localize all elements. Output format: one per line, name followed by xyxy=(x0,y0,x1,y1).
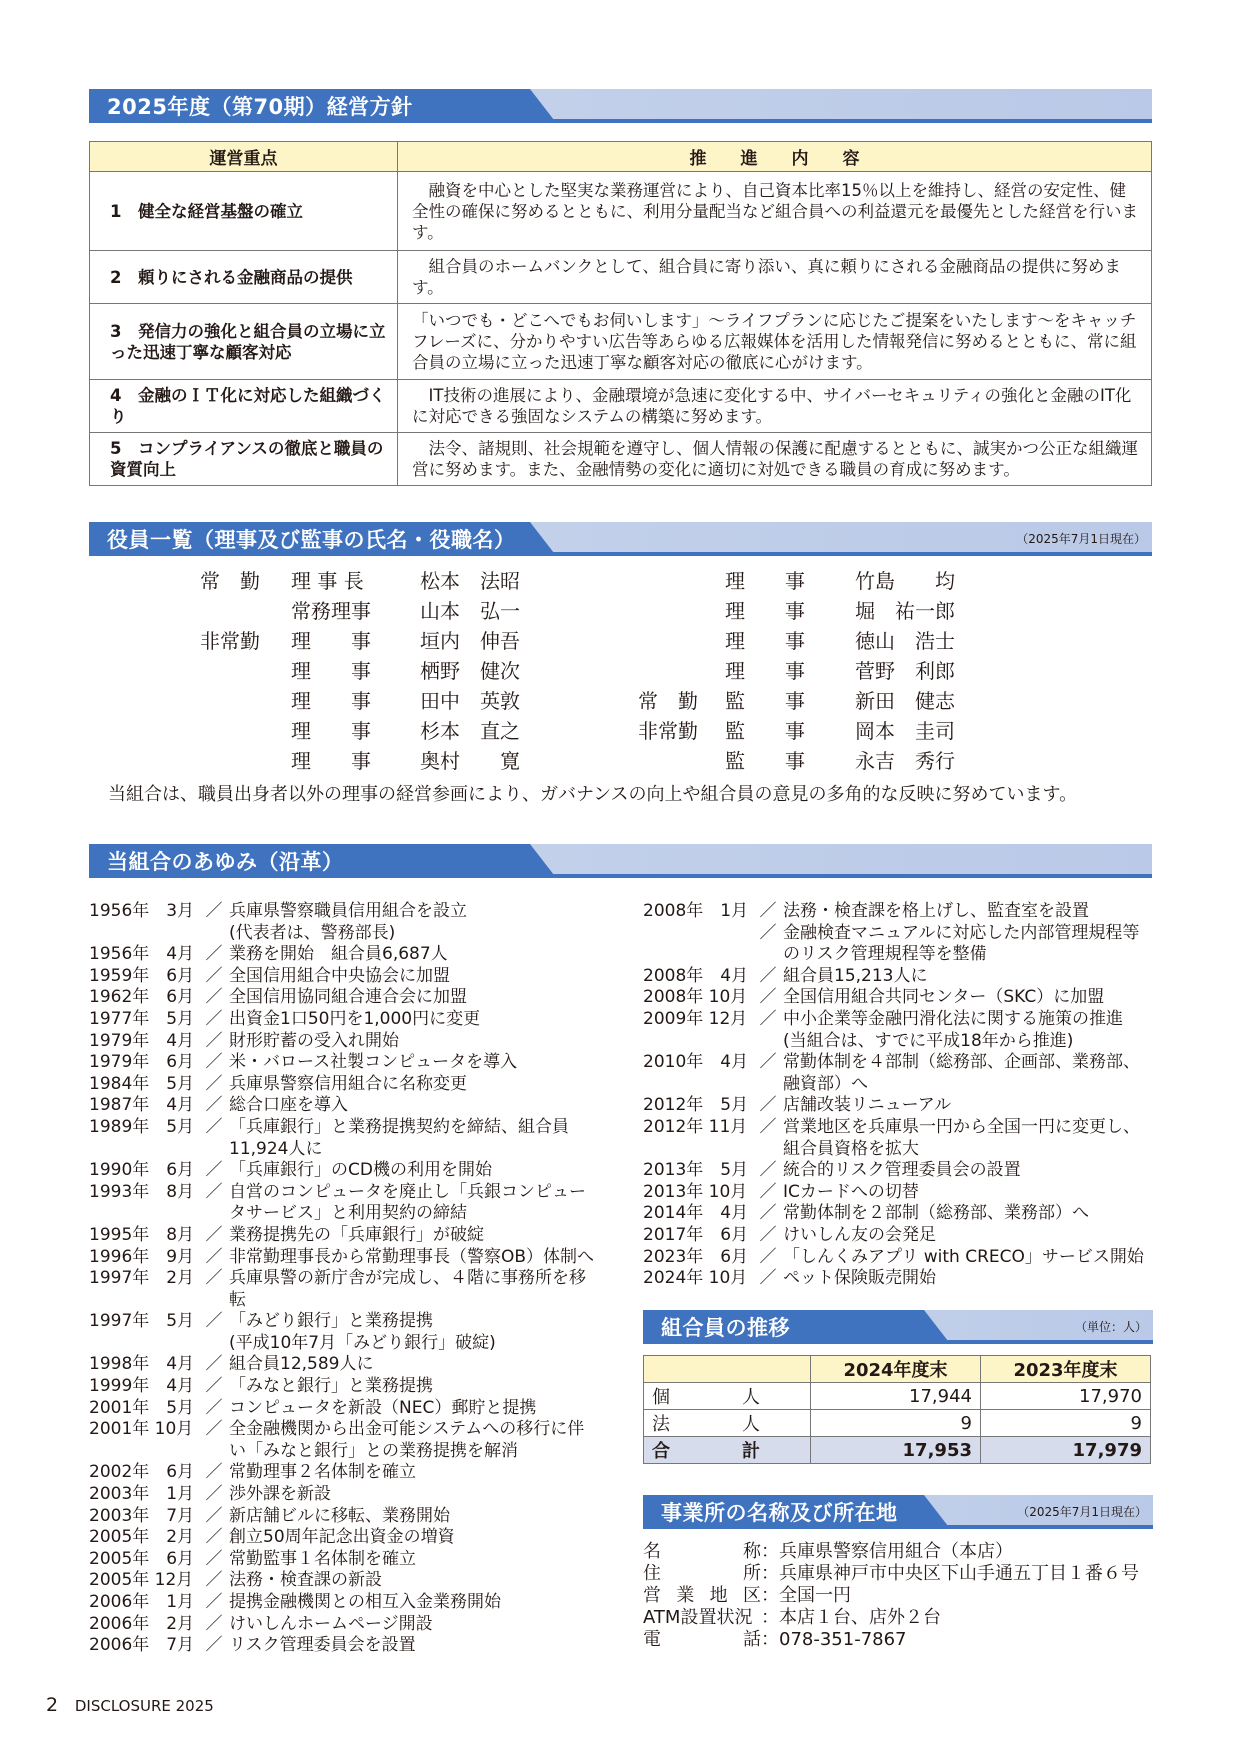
history-item: 2008年 4月 ／ 組合員15,213人に xyxy=(643,965,928,986)
history-item: 1977年 5月 ／ 出資金1口50円を1,000円に変更 xyxy=(89,1008,481,1029)
history-item: 2010年 4月 ／ 常勤体制を４部制（総務部、企画部、業務部、融資部）へ xyxy=(643,1052,1140,1094)
history-item: 1996年 9月 ／ 非常勤理事長から常勤理事長（警察OB）体制へ xyxy=(89,1246,595,1267)
policy-table xyxy=(89,141,1152,486)
officer-role: 理 事 長 xyxy=(291,569,364,593)
officer-name: 岡本 圭司 xyxy=(855,719,955,743)
officers-as-of: （2025年7月1日現在） xyxy=(1016,532,1146,546)
members-value: 9 xyxy=(811,1410,981,1437)
officer-role: 監 事 xyxy=(725,719,805,743)
table-row xyxy=(644,1410,1151,1437)
policy-value: 組合員のホームバンクとして、組合員に寄り添い、真に頼りにされる金融商品の提供に努めます。 xyxy=(398,251,1152,304)
officer-role: 理 事 xyxy=(291,659,371,683)
history-item: 1990年 6月 ／ 「兵庫銀行」のCD機の利用を開始 xyxy=(89,1160,492,1181)
history-item: 2008年 1月 ／ 法務・検査課を格上げし、監査室を設置 xyxy=(643,901,1089,921)
office-value: 兵庫県神戸市中央区下山手通五丁目１番６号 xyxy=(779,1563,1139,1584)
office-row: ATM設置状況 ： 本店１台、店外２台 xyxy=(643,1607,941,1628)
members-section-header xyxy=(643,1310,1153,1344)
members-col-2024: 2024年度末 xyxy=(811,1356,981,1383)
history-item: 2008年 10月 ／ 全国信用組合共同センター（SKC）に加盟 xyxy=(643,987,1105,1008)
history-item: 1997年 2月 ／ 兵庫県警の新庁舎が完成し、４階に事務所を移転 xyxy=(89,1268,586,1310)
members-col-blank xyxy=(644,1356,811,1383)
officer-role: 理 事 xyxy=(725,629,805,653)
officer-role: 理 事 xyxy=(725,659,805,683)
history-item: 2006年 7月 ／ リスク管理委員会を設置 xyxy=(89,1635,416,1656)
history-section-header xyxy=(89,844,1152,878)
officer-cat: 非常勤 xyxy=(638,719,698,743)
history-item: 2006年 1月 ／ 提携金融機関との相互入金業務開始 xyxy=(89,1592,501,1612)
officer-role: 理 事 xyxy=(725,569,805,593)
members-value: 9 xyxy=(981,1410,1151,1437)
officer-role: 理 事 xyxy=(291,719,371,743)
history-item: 2003年 7月 ／ 新店舗ビルに移転、業務開始 xyxy=(89,1505,450,1526)
members-total-row xyxy=(644,1437,1151,1464)
officer-name: 永吉 秀行 xyxy=(855,749,955,773)
history-item: 1959年 6月 ／ 全国信用組合中央協会に加盟 xyxy=(89,965,450,986)
officer-name: 堀 祐一郎 xyxy=(855,599,955,623)
office-row: 名 称 ： 兵庫県警察信用組合（本店） xyxy=(643,1541,1013,1562)
office-info xyxy=(643,1541,1139,1651)
history-item: 1956年 3月 ／ 兵庫県警察職員信用組合を設立 xyxy=(89,901,467,921)
members-row-label: 法 人 xyxy=(644,1410,811,1437)
history-item: 2005年 2月 ／ 創立50周年記念出資金の増資 xyxy=(89,1527,455,1548)
officer-name: 松本 法昭 xyxy=(420,569,520,593)
members-col-2023: 2023年度末 xyxy=(981,1356,1151,1383)
page-footer xyxy=(46,1694,214,1716)
officers-section-header xyxy=(89,522,1152,556)
officer-name: 竹島 均 xyxy=(855,569,955,593)
history-item: 2002年 6月 ／ 常勤理事２名体制を確立 xyxy=(89,1462,416,1483)
office-value: 全国一円 xyxy=(779,1585,851,1606)
office-label: 電 話 xyxy=(643,1629,761,1650)
history-item: ／ 金融検査マニュアルに対応した内部管理規程等のリスク管理規程等を整備 xyxy=(759,922,1140,965)
officer-cat: 常 勤 xyxy=(200,569,260,593)
history-right-list xyxy=(643,901,1153,1290)
officer-role: 理 事 xyxy=(725,599,805,623)
policy-value: 融資を中心とした堅実な業務運営により、自己資本比率15％以上を維持し、経営の安定性、健全性の確保に努めるとともに、利用分量配当など組合員への利益還元を最優先とした経営を行います。 xyxy=(398,172,1152,251)
history-item: 2012年 5月 ／ 店舗改装リニューアル xyxy=(643,1095,952,1116)
policy-key: 1 健全な経営基盤の確立 xyxy=(90,172,398,251)
policy-key: 5 コンプライアンスの徹底と職員の資質向上 xyxy=(90,433,398,486)
history-item: 2005年 12月 ／ 法務・検査課の新設 xyxy=(89,1570,382,1591)
history-item: 2024年 10月 ／ ペット保険販売開始 xyxy=(643,1268,936,1289)
officer-role: 理 事 xyxy=(291,689,371,713)
policy-key: 2 頼りにされる金融商品の提供 xyxy=(90,251,398,304)
members-row-label: 個 人 xyxy=(644,1383,811,1410)
office-label: ATM設置状況 xyxy=(643,1607,753,1628)
officer-role: 監 事 xyxy=(725,689,805,713)
officer-role: 理 事 xyxy=(291,629,371,653)
history-item: (当組合は、すでに平成18年から推進) xyxy=(783,1030,1074,1051)
officer-cat: 非常勤 xyxy=(200,629,260,653)
officer-role: 常務理事 xyxy=(291,599,371,623)
policy-col-priority: 運営重点 xyxy=(90,142,398,172)
members-value: 17,970 xyxy=(981,1383,1151,1410)
history-item: 2013年 10月 ／ ICカードへの切替 xyxy=(643,1181,919,1202)
officer-cat: 常 勤 xyxy=(638,689,698,713)
history-item: 1979年 4月 ／ 財形貯蓄の受入れ開始 xyxy=(89,1030,399,1051)
policy-title: 2025年度（第70期）経営方針 xyxy=(107,95,413,119)
policy-section-header xyxy=(89,89,1152,123)
history-item: 2012年 11月 ／ 営業地区を兵庫県一円から全国一円に変更し、組合員資格を拡大 xyxy=(643,1116,1140,1159)
history-item: 1989年 5月 ／ 「兵庫銀行」と業務提携契約を締結、組合員11,924人に xyxy=(89,1116,569,1159)
office-value: 兵庫県警察信用組合（本店） xyxy=(779,1541,1013,1562)
officer-role: 理 事 xyxy=(291,749,371,773)
policy-value: 法令、諸規則、社会規範を遵守し、個人情報の保護に配慮するとともに、誠実かつ公正な組織運営に努めます。また、金融情勢の変化に適切に対処できる職員の育成に努めます。 xyxy=(398,433,1152,486)
office-value: 本店１台、店外２台 xyxy=(779,1607,941,1628)
history-item: 1984年 5月 ／ 兵庫県警察信用組合に名称変更 xyxy=(89,1073,467,1094)
officer-name: 菅野 利郎 xyxy=(855,659,955,683)
officer-name: 栖野 健次 xyxy=(420,659,520,683)
history-item: 1998年 4月 ／ 組合員12,589人に xyxy=(89,1354,374,1375)
history-item: 2006年 2月 ／ けいしんホームページ開設 xyxy=(89,1613,433,1634)
history-item: 1979年 6月 ／ 米・バロース社製コンピュータを導入 xyxy=(89,1052,518,1073)
members-total-value: 17,953 xyxy=(811,1437,981,1464)
office-label: 名 称 xyxy=(643,1541,761,1562)
history-item: 1956年 4月 ／ 業務を開始 組合員6,687人 xyxy=(89,944,448,965)
history-item: 1993年 8月 ／ 自営のコンピュータを廃止し「兵銀コンピュータサービス」と利用契約の締結 xyxy=(89,1181,586,1224)
office-section-header xyxy=(643,1495,1153,1529)
history-item: 1987年 4月 ／ 総合口座を導入 xyxy=(89,1095,348,1116)
policy-key: 4 金融のＩＴ化に対応した組織づくり xyxy=(90,380,398,433)
history-title: 当組合のあゆみ（沿革） xyxy=(107,850,344,874)
members-title: 組合員の推移 xyxy=(661,1316,790,1340)
footer-label: DISCLOSURE 2025 xyxy=(74,1697,214,1715)
history-left-list xyxy=(89,901,601,1657)
history-item: 1997年 5月 ／ 「みどり銀行」と業務提携 xyxy=(89,1311,433,1332)
office-label: 営 業 地 区 xyxy=(643,1585,761,1606)
history-item: (代表者は、警務部長) xyxy=(229,922,396,943)
policy-key: 3 発信力の強化と組合員の立場に立った迅速丁寧な顧客対応 xyxy=(90,304,398,380)
officer-name: 徳山 浩士 xyxy=(855,629,955,653)
office-value: 078-351-7867 xyxy=(779,1629,907,1650)
history-item: 2005年 6月 ／ 常勤監事１名体制を確立 xyxy=(89,1548,416,1569)
office-label: 住 所 xyxy=(643,1563,761,1584)
officer-name: 垣内 伸吾 xyxy=(420,629,520,653)
history-item: 2023年 6月 ／ 「しんくみアプリ with CRECO」サービス開始 xyxy=(643,1246,1144,1267)
officer-name: 新田 健志 xyxy=(855,689,955,713)
officers-title: 役員一覧（理事及び監事の氏名・役職名） xyxy=(107,528,516,552)
members-value: 17,944 xyxy=(811,1383,981,1410)
history-item: 2001年 10月 ／ 全金融機関から出金可能システムへの移行に伴い「みなと銀行」との業務提携を解消 xyxy=(89,1419,585,1461)
history-item: 2003年 1月 ／ 渉外課を新設 xyxy=(89,1484,331,1505)
policy-col-content: 推 進 内 容 xyxy=(398,142,1152,172)
history-item: 2017年 6月 ／ けいしん友の会発足 xyxy=(643,1224,936,1245)
history-item: 2009年 12月 ／ 中小企業等金融円滑化法に関する施策の推進 xyxy=(643,1008,1123,1029)
members-total-label: 合 計 xyxy=(644,1437,811,1464)
history-item: 1999年 4月 ／ 「みなと銀行」と業務提携 xyxy=(89,1376,433,1397)
members-unit: （単位：人） xyxy=(1074,1320,1147,1334)
office-title: 事業所の名称及び所在地 xyxy=(661,1501,898,1525)
history-item: 2013年 5月 ／ 統合的リスク管理委員会の設置 xyxy=(643,1160,1021,1181)
page-number: 2 xyxy=(46,1694,59,1716)
members-table xyxy=(643,1355,1151,1464)
officer-name: 田中 英敦 xyxy=(420,689,520,713)
officer-name: 杉本 直之 xyxy=(420,719,520,743)
officer-name: 山本 弘一 xyxy=(420,599,520,623)
history-item: 2001年 5月 ／ コンピュータを新設（NEC）郵貯と提携 xyxy=(89,1397,537,1418)
table-row xyxy=(644,1383,1151,1410)
officer-name: 奥村 寛 xyxy=(420,749,520,773)
policy-value: 「いつでも・どこへでもお伺いします」〜ライフプランに応じたご提案をいたします〜をキャッチフレーズに、分かりやすい広告等あらゆる広報媒体を活用した情報発信に努めるとともに、常に組合員の立場に立った迅速丁寧な顧客対応の徹底に心がけます。 xyxy=(398,304,1152,380)
officer-role: 監 事 xyxy=(725,749,805,773)
history-item: 1962年 6月 ／ 全国信用協同組合連合会に加盟 xyxy=(89,987,467,1008)
office-row: 電 話 ： 078-351-7867 xyxy=(643,1629,907,1650)
history-item: 1995年 8月 ／ 業務提携先の「兵庫銀行」が破綻 xyxy=(89,1224,484,1245)
policy-value: IT技術の進展により、金融環境が急速に変化する中、サイバーセキュリティの強化と金融のIT化に対応できる強固なシステムの構築に努めます。 xyxy=(398,380,1152,433)
office-row: 住 所 ： 兵庫県神戸市中央区下山手通五丁目１番６号 xyxy=(643,1563,1139,1584)
officers-note: 当組合は、職員出身者以外の理事の経営参画により、ガバナンスの向上や組合員の意見の多角的な反映に努めています。 xyxy=(108,784,1078,805)
history-item: 2014年 4月 ／ 常勤体制を２部制（総務部、業務部）へ xyxy=(643,1203,1089,1224)
office-as-of: （2025年7月1日現在） xyxy=(1017,1505,1147,1519)
members-total-value: 17,979 xyxy=(981,1437,1151,1464)
history-item: (平成10年7月「みどり銀行」破綻) xyxy=(229,1332,496,1353)
office-row: 営 業 地 区 ： 全国一円 xyxy=(643,1585,851,1606)
